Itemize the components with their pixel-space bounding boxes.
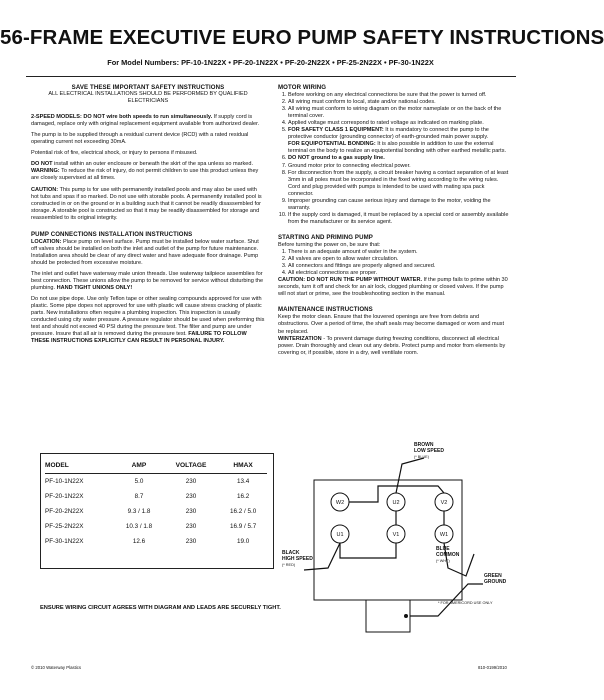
warning-bold: WARNING: xyxy=(31,168,60,175)
do-not-bold: DO NOT xyxy=(31,161,53,168)
table-row xyxy=(45,504,267,519)
rcd-paragraph: The pump is to be supplied through a residual current device (RCD) with a rated residual operating current not exceeding 30mA. xyxy=(31,132,249,146)
wiring-note: ENSURE WIRING CIRCUIT AGREES WITH DIAGRAM AND LEADS ARE SECURELY TIGHT. xyxy=(40,605,281,611)
cell-model: PF-10-1N22X xyxy=(45,478,84,485)
caution-paragraph xyxy=(31,187,265,222)
list-item: 2. All wiring must conform to local, state and/or national codes. xyxy=(288,99,510,106)
black-sub: HIGH SPEED xyxy=(282,556,313,562)
header-divider xyxy=(26,76,516,77)
safety-class-bold: FOR SAFETY CLASS 1 EQUIPMENT: xyxy=(288,127,384,134)
cell-model: PF-20-2N22X xyxy=(45,508,84,515)
terminal-label: U2 xyxy=(392,500,400,506)
caution-text: This pump is for use with permanently installed pools and may also be used with hot tubs and spas if so marked. Do not use with storable pools. A permanently installed pool is constructed in or on the ground or in a building such that it cannot be readily disassembled for storage. A storable pool is constructed so that it may be readily disassembled for storage and reassembled to its original integrity. xyxy=(31,186,262,221)
warning-text: To reduce the risk of injury, do not permit children to use this product unless they are closely supervised at all times. xyxy=(31,168,259,182)
green-label: GREEN xyxy=(484,573,502,579)
table-row xyxy=(45,519,267,534)
cell-voltage: 230 xyxy=(185,493,197,500)
caution-run-text: If the pump fails to prime within 30 seconds, turn it off and check for an air lock, clogged plumbing or closed valves. If the pump will not start or prime, see the troubleshooting section in the manual. xyxy=(278,277,508,298)
model-numbers: For Model Numbers: PF-10-1N22X • PF-20-1N22X • PF-20-2N22X • PF-25-2N22X • PF-30-1N22X xyxy=(107,58,434,67)
terminal-label: V1 xyxy=(392,532,400,538)
list-item xyxy=(288,127,510,155)
col-voltage-header: VOLTAGE xyxy=(175,462,207,469)
table-row xyxy=(45,489,267,504)
terminal-label: W2 xyxy=(335,500,345,506)
americord-footnote: * FOR AMERICORD USE ONLY xyxy=(438,601,493,605)
jumper-wire xyxy=(340,543,396,558)
maintenance-heading: MAINTENANCE INSTRUCTIONS xyxy=(278,306,373,314)
cell-amp: 12.6 xyxy=(132,538,146,545)
caution-bold: CAUTION: xyxy=(31,186,59,193)
black-note: (* RED) xyxy=(282,563,296,567)
maintenance-paragraph xyxy=(278,314,510,356)
location-text: Place pump on level surface. Pump must be installed below water surface. Shut off valves should be installed on both the inlet and outlet of the pump for future maintenance. Installation area should be clear of any direct water and have adequate floor drainage. Pump should be protected from excessive moisture. xyxy=(31,238,259,266)
blue-label: BLUE xyxy=(436,546,450,552)
terminal-label: V2 xyxy=(440,500,448,506)
two-speed-bold: 2-SPEED MODELS: DO NOT wire both speeds to run simultaneously. xyxy=(31,114,213,121)
table-row xyxy=(45,534,267,549)
col-model-header: MODEL xyxy=(45,462,69,469)
list-item: 7. Ground motor prior to connecting electrical power. xyxy=(288,163,510,170)
brown-sub: LOW SPEED xyxy=(414,448,445,454)
caution-run-bold: CAUTION: DO NOT RUN THE PUMP WITHOUT WATER. xyxy=(278,277,423,284)
cell-model: PF-20-1N22X xyxy=(45,493,84,500)
unions-paragraph xyxy=(31,271,265,292)
col-hmax-header: HMAX xyxy=(233,462,253,469)
page-title: 56-FRAME EXECUTIVE EURO PUMP SAFETY INSTRUCTIONS xyxy=(0,26,604,49)
do-not-paragraph xyxy=(31,161,265,182)
green-sub: GROUND xyxy=(484,579,507,585)
cell-hmax: 16.2 xyxy=(236,493,250,500)
brown-lead xyxy=(396,458,424,493)
cell-hmax: 16.9 / 5.7 xyxy=(229,523,257,530)
cell-voltage: 230 xyxy=(185,508,197,515)
blue-note: (* WHT) xyxy=(436,559,450,563)
pump-connections-heading: PUMP CONNECTIONS INSTALLATION INSTRUCTIONS xyxy=(31,230,193,238)
list-item: 2. All valves are open to allow water circulation. xyxy=(288,256,510,263)
cell-voltage: 230 xyxy=(185,523,197,530)
winterization-text: - To prevent damage during freezing conditions, disconnect all electrical power. Drain thoroughly and clean out any debris. Protect pump and motor from elements by covering or, if possible, store in a dry, well ventilate room. xyxy=(278,335,506,356)
motor-wiring-list xyxy=(278,92,510,226)
wiring-diagram xyxy=(278,438,518,638)
terminal-label: U1 xyxy=(336,532,344,538)
list-item: 4. Applied voltage must correspond to rated voltage as indicated on marking plate. xyxy=(288,120,510,127)
cell-amp: 5.0 xyxy=(134,478,144,485)
cell-voltage: 230 xyxy=(185,478,197,485)
brown-note: (* BLUE) xyxy=(414,455,429,459)
cell-hmax: 19.0 xyxy=(236,538,250,545)
ground-screw xyxy=(404,614,408,618)
motor-wiring-heading: MOTOR WIRING xyxy=(278,84,327,91)
caution-run-paragraph xyxy=(278,277,510,298)
safety-subheading: ALL ELECTRICAL INSTALLATIONS SHOULD BE PERFORMED BY QUALIFIED ELECTRICIANS xyxy=(48,91,248,105)
list-item: 4. All electrical connections are proper. xyxy=(288,270,510,277)
safety-heading: SAVE THESE IMPORTANT SAFETY INSTRUCTIONS xyxy=(71,84,225,91)
document-number: 810-0199/2010 xyxy=(478,665,507,670)
maintenance-text: Keep the motor clean. Ensure that the louvered openings are free from debris and obstructions. Over a period of time, the shaft seals may become damaged or worn and must be replaced. xyxy=(278,314,504,335)
black-label: BLACK xyxy=(282,550,300,556)
cell-amp: 8.7 xyxy=(134,493,144,500)
right-column xyxy=(278,84,510,361)
list-item: 1. There is an adequate amount of water in the system. xyxy=(288,249,510,256)
left-column xyxy=(31,84,265,349)
terminal-label: W1 xyxy=(439,532,449,538)
do-not-text: install within an outer enclosure or beneath the skirt of the spa unless so marked. xyxy=(52,161,253,168)
unions-bold: HAND TIGHT UNIONS ONLY! xyxy=(56,285,133,292)
pipe-dope-text: Do not use pipe dope. Use only Teflon tape or other sealing compounds approved for use with plastic. Some pipe dopes not approved for use with plastic will cause stress cracking of plastic parts. New installations often require a plumbing inspection. This inspection is usually conducted using city water pressure. A pressure regulator should be used when preforming this test and should not exceed 40 PSI during the pressure test. The filter and pump are under pressure. Insure that all air is removed during the pressure test. xyxy=(31,296,265,338)
motor-stem xyxy=(366,600,410,632)
spec-table xyxy=(45,462,267,549)
starting-intro: Before turning the power on, be sure that: xyxy=(278,241,381,248)
cell-amp: 10.3 / 1.8 xyxy=(125,523,153,530)
gas-line-bold: DO NOT ground to a gas supply line. xyxy=(288,155,385,162)
equipotential-text: It is also possible in addition to use the external terminal on the body to realize an equipotential bonding with other earthed metallic parts. xyxy=(288,141,507,155)
location-bold: LOCATION: xyxy=(31,238,62,245)
cell-model: PF-25-2N22X xyxy=(45,523,84,530)
equipotential-bold: FOR EQUIPOTENTIAL BONDING: xyxy=(288,141,376,148)
cell-model: PF-30-1N22X xyxy=(45,538,84,545)
cell-voltage: 230 xyxy=(185,538,197,545)
list-item xyxy=(288,155,510,162)
starting-list xyxy=(278,249,510,277)
cell-hmax: 13.4 xyxy=(236,478,250,485)
pipe-dope-bold: FAILURE TO FOLLOW THESE INSTRUCTIONS EXPLICITLY CAN RESULT IN PERSONAL INJURY. xyxy=(31,331,247,345)
spec-header-row xyxy=(45,462,267,474)
brown-label: BROWN xyxy=(414,442,434,448)
winterization-bold: WINTERIZATION xyxy=(278,335,322,342)
copyright: © 2010 Waterway Plastics xyxy=(31,665,82,670)
list-item: 10. If the supply cord is damaged, it must be replaced by a special cord or assembly available from the manufacturer or its service agent. xyxy=(288,212,510,226)
pipe-dope-paragraph xyxy=(31,296,265,345)
blue-sub: COMMON xyxy=(436,552,460,558)
starting-priming-heading: STARTING AND PRIMING PUMP xyxy=(278,233,373,241)
risk-paragraph: Potential risk of fire, electrical shock, or injury to persons if misused. xyxy=(31,150,198,157)
list-item: 3. All connectors and fittings are properly aligned and secured. xyxy=(288,263,510,270)
table-row xyxy=(45,474,267,490)
list-item: 9. Improper grounding can cause serious injury and damage to the motor, voiding the warranty. xyxy=(288,198,510,212)
list-item: 3. All wiring must conform to wiring diagram on the motor nameplate or on the back of the terminal cover. xyxy=(288,106,510,120)
location-paragraph xyxy=(31,239,265,267)
list-item: 1. Before working on any electrical connections be sure that the power is turned off. xyxy=(288,92,510,99)
unions-text: The inlet and outlet have waterway male union threads. Use waterway tailpiece assemblies for best connection. These unions allow the pump to be removed for service without disturbing the plumbing. xyxy=(31,270,264,292)
cell-hmax: 16.2 / 5.0 xyxy=(229,508,257,515)
safety-class-text: It is mandatory to connect the pump to the protective conductor (grounding connector) of earth-grounded main power supply. xyxy=(288,127,489,141)
two-speed-text: If supply cord is damaged, replace only with original replacement equipment available from authorized dealer. xyxy=(31,114,260,128)
col-amp-header: AMP xyxy=(131,462,147,469)
two-speed-paragraph xyxy=(31,114,265,128)
list-item: 8. For disconnection from the supply, a circuit breaker having a contact separation of at least 3mm in all poles must be incorporated in the fixed wiring according to the wiring rules. Cord and plug provided with pumps is intended to be used with mating spa pack connector. xyxy=(288,170,510,198)
cell-amp: 9.3 / 1.8 xyxy=(127,508,151,515)
